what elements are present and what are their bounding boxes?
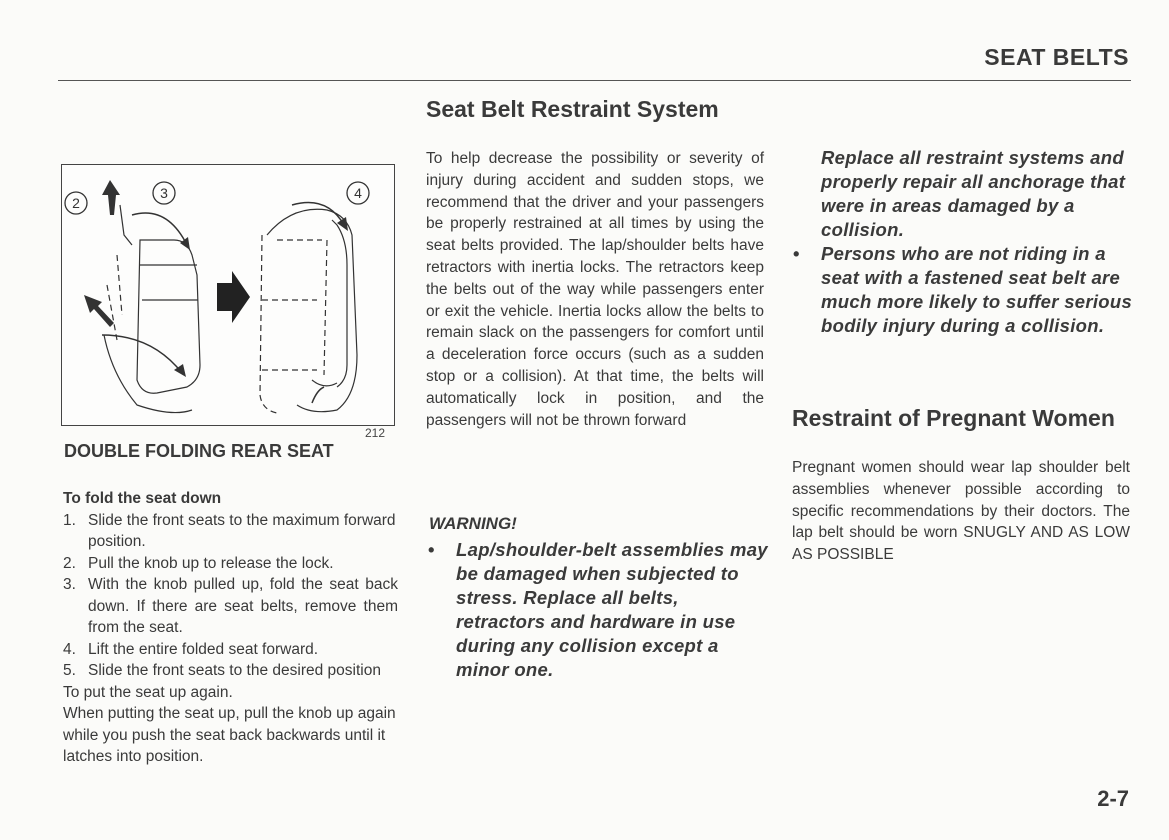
seat-upright <box>104 205 200 413</box>
header-divider <box>58 80 1131 81</box>
header-section-title: SEAT BELTS <box>984 44 1129 70</box>
fold-steps <box>63 510 398 682</box>
warning-item: • Lap/shoulder-belt assemblies may be damaged when subjected to stress. Replace all belts, retractors and hardware in use during any collision except a minor one. <box>428 539 768 680</box>
figure-number: 212 <box>365 426 386 440</box>
seat-folded <box>260 209 357 413</box>
callout-label-2: 2 <box>72 195 80 211</box>
warning-item: Replace all restraint systems and properly repair all anchorage that were in areas damaged by a collision. <box>821 147 1126 240</box>
callout-label-3: 3 <box>160 185 168 201</box>
figure-caption: DOUBLE FOLDING REAR SEAT <box>64 441 334 461</box>
warning-list <box>428 538 768 682</box>
restraint-text: To help decrease the possibility or severity of injury during accident and sudden stops, we recommend that the driver and your passengers be properly restrained at all times by using the seat belts provided. The lap/shoulder belts have retractors with inertia locks. The retractors keep the belts out of the way while passengers enter or exit the vehicle. Inertia locks allow the belts to remain slack on the passengers for comfort until a deceleration force occurs (such as a sudden stop or a collision). At that time, the belts will automatically lock in position, and the passengers will not be thrown forward <box>426 150 764 429</box>
pregnant-heading: Restraint of Pregnant Women <box>792 405 1115 431</box>
bullet-icon: • <box>793 243 800 264</box>
seat-fold-illustration <box>61 164 395 426</box>
right-arrow-icon <box>217 271 250 323</box>
putup-text: When putting the seat up, pull the knob up again while you push the seat back backwards until it latches into position. <box>63 705 396 765</box>
list-item: 4. Lift the entire folded seat forward. <box>63 640 319 658</box>
list-item: 1. Slide the front seats to the maximum forward position. <box>63 511 396 550</box>
list-item: 5. Slide the front seats to the desired position <box>63 662 381 679</box>
warning-item: • Persons who are not riding in a seat with a fastened seat belt are much more likely to suffer serious bodily injury during a collision. <box>793 243 1133 336</box>
warning-title: WARNING! <box>429 514 517 533</box>
callout-label-4: 4 <box>354 185 362 201</box>
up-arrow-icon <box>102 180 120 215</box>
putup-line: To put the seat up again. <box>63 683 233 701</box>
seat-diagram <box>62 165 394 425</box>
list-item: 3. With the knob pulled up, fold the seat back down. If there are seat belts, remove them from the seat. <box>63 576 398 636</box>
warning-list-continued <box>793 146 1133 338</box>
pregnant-text: Pregnant women should wear lap shoulder belt assemblies whenever possible according to specific recommendations by their doctors. The lap belt should be worn SNUGLY AND AS LOW AS POSSIBLE <box>792 459 1130 564</box>
page-number: 2-7 <box>1097 786 1129 811</box>
section-title: Seat Belt Restraint System <box>426 96 719 122</box>
bullet-icon: • <box>428 539 435 560</box>
list-item: 2. Pull the knob up to release the lock. <box>63 554 334 572</box>
fold-subheading: To fold the seat down <box>63 490 222 507</box>
fold-instructions <box>63 488 398 768</box>
